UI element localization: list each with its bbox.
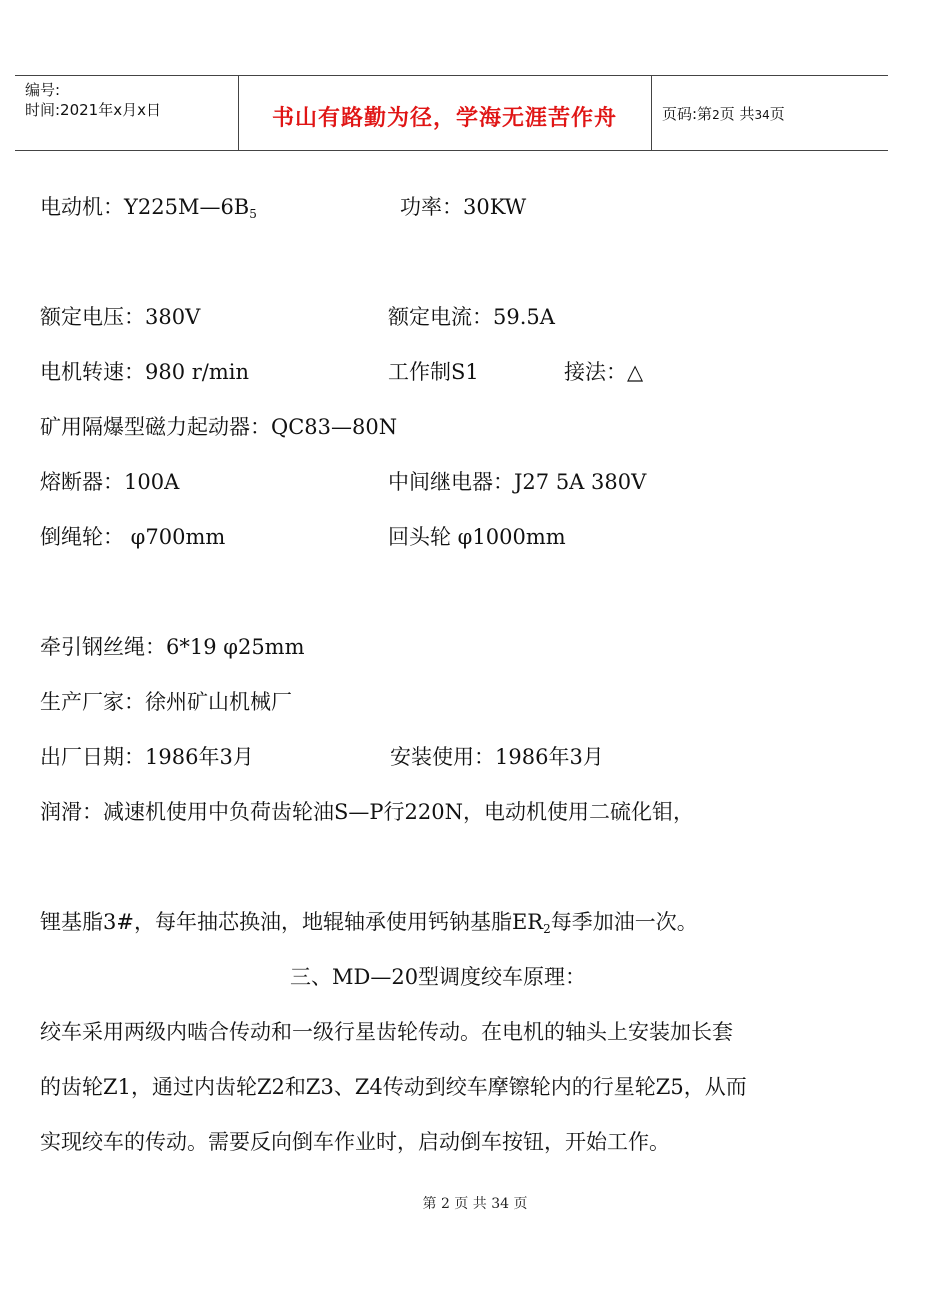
doc-number-label: 编号: [25, 81, 61, 99]
spec-rated-current: 额定电流：59.5A [388, 305, 555, 329]
header-top-rule [15, 75, 888, 76]
paragraph-line-3: 实现绞车的传动。需要反向倒车作业时，启动倒车按钮，开始工作。 [40, 1130, 670, 1154]
page-prefix: 页码:第 [662, 105, 713, 123]
header-divider-right [651, 76, 652, 150]
spec-fuse: 熔断器：100A [40, 470, 180, 494]
lubrication-line-2-b: 每季加油一次。 [550, 910, 698, 934]
spec-speed: 电机转速：980 r/min [40, 360, 250, 384]
spec-rated-voltage: 额定电压：380V [40, 305, 201, 329]
header-bottom-rule [15, 150, 888, 151]
lubrication-line-1: 润滑：减速机使用中负荷齿轮油S—P行220N，电动机使用二硫化钼， [40, 800, 694, 824]
page-mid: 页 共 [719, 105, 755, 123]
paragraph-line-2: 的齿轮Z1，通过内齿轮Z2和Z3、Z4传动到绞车摩镲轮内的行星轮Z5，从而 [40, 1075, 747, 1099]
spec-duty: 工作制S1 [388, 360, 479, 384]
page-total: 34 [754, 108, 770, 122]
lubrication-line-2 [40, 906, 698, 936]
spec-maker: 生产厂家：徐州矿山机械厂 [40, 690, 292, 714]
spec-made-date: 出厂日期：1986年3月 [40, 745, 254, 769]
spec-motor-label: 电动机：Y225M—6B [40, 195, 250, 219]
spec-rope-wheel: 倒绳轮： φ700mm [40, 525, 226, 549]
header-motto: 书山有路勤为径，学海无涯苦作舟 [271, 106, 617, 131]
spec-relay: 中间继电器：J27 5A 380V [388, 470, 647, 494]
doc-time-label: 时间:2021年x月x日 [25, 101, 161, 119]
page-suffix: 页 [769, 105, 785, 123]
spec-motor-subscript: 5 [249, 207, 257, 221]
spec-power: 功率：30KW [400, 195, 527, 219]
spec-install-date: 安装使用：1986年3月 [390, 745, 604, 769]
spec-starter: 矿用隔爆型磁力起动器：QC83—80N [40, 415, 398, 439]
header-meta [25, 80, 161, 120]
page-number: 2 [712, 108, 720, 122]
header-page-info [662, 103, 785, 124]
paragraph-line-1: 绞车采用两级内啮合传动和一级行星齿轮传动。在电机的轴头上安装加长套 [40, 1020, 733, 1044]
section-heading: 三、MD—20型调度绞车原理： [290, 965, 587, 989]
spec-connection: 接法：△ [564, 360, 644, 384]
spec-motor [40, 191, 257, 221]
lubrication-subscript: 2 [543, 922, 551, 936]
page-footer: 第 2 页 共 34 页 [422, 1196, 528, 1212]
lubrication-line-2-a: 锂基脂3#，每年抽芯换油，地辊轴承使用钙钠基脂ER [40, 910, 544, 934]
spec-rope: 牵引钢丝绳：6*19 φ25mm [40, 635, 305, 659]
spec-return-wheel: 回头轮 φ1000mm [388, 525, 566, 549]
